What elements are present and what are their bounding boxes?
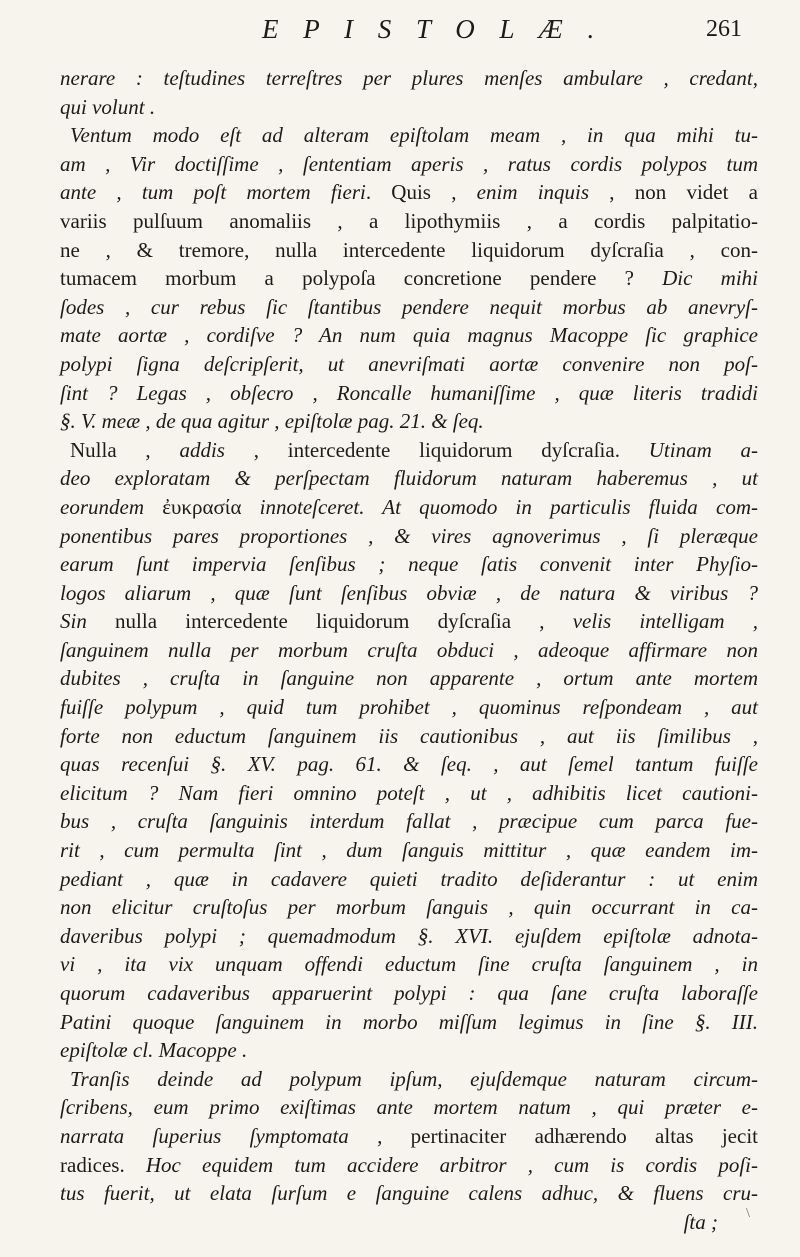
text-line [60, 865, 758, 894]
text-line [60, 836, 758, 865]
text-run: tumacem morbum a polypoſa concretione pendere ? [60, 266, 663, 291]
text-run: fuiſſe polypum , quid tum prohibet , quominus reſpondeam , aut [60, 695, 758, 720]
text-line [60, 1036, 758, 1065]
text-run: am , Vir doctiſſime , ſententiam aperis , ratus cordis polypos tum [60, 151, 758, 176]
text-line [60, 636, 758, 665]
text-run: eorundem [60, 494, 163, 519]
text-run: nerare : teſtudines terreſtres per plures menſes ambulare , credant, [60, 66, 758, 90]
text-line [60, 350, 758, 379]
text-line [60, 464, 758, 493]
text-run: nulla intercedente liquidorum dyſcraſia , [86, 609, 573, 634]
text-run: Hoc equidem tum accidere arbitror , cum is cordis poſi- [145, 1152, 758, 1177]
text-line [60, 550, 758, 579]
text-run: ἐυκρασία [162, 494, 242, 519]
text-run: tus fuerit, ut elata ſurſum e ſanguine calens adhuc, & fluens cru- [60, 1181, 758, 1206]
page-number: 261 [706, 16, 742, 42]
text-line [60, 64, 758, 93]
text-run: earum ſunt impervia ſenſibus ; neque ſatis convenit inter Phyſio- [60, 552, 758, 577]
text-run: ſcribens, eum primo exiſtimas ante mortem natum , qui præter e- [60, 1095, 758, 1120]
text-run: enim inquis [476, 180, 590, 205]
text-run: quorum cadaveribus apparuerint polypi : qua ſane cruſta laboraſſe [60, 981, 758, 1005]
text-run: ne , & tremore, nulla intercedente liquidorum dyſcraſia , con- [60, 237, 758, 262]
text-line [60, 807, 758, 836]
text-run: pediant , quæ in cadavere quieti tradito deſiderantur : ut enim [60, 866, 758, 891]
catchword-line [60, 1208, 758, 1237]
text-line [60, 293, 758, 322]
text-line [60, 922, 758, 951]
text-run: polypi ſigna deſcripſerit, ut anevriſmati aortæ convenire non poſ- [60, 351, 758, 376]
text-run: addis [179, 437, 225, 462]
text-line [60, 178, 758, 207]
text-run: narrata ſuperius ſymptomata , [60, 1123, 411, 1148]
text-run: non elicitur cruſtoſus per morbum ſanguis , quin occurrant in ca- [60, 895, 758, 920]
body-text [60, 64, 758, 1236]
text-line [60, 893, 758, 922]
text-line [60, 1093, 758, 1122]
text-line [60, 436, 758, 465]
text-run: variis pulſuum anomaliis , a lipothymiis , a cordis palpitatio- [60, 208, 758, 233]
text-run: ſodes , cur rebus ſic ſtantibus pendere nequit morbus ab anevryſ- [60, 294, 758, 319]
text-line [60, 493, 758, 522]
text-run: ſanguinem nulla per morbum cruſta obduci , adeoque affirmare non [60, 637, 758, 662]
text-run: qui volunt . [60, 94, 156, 119]
text-run: deo exploratam & perſpectam fluidorum naturam haberemus , ut [60, 466, 758, 491]
text-run: . Quis , [365, 180, 477, 205]
text-line [60, 321, 758, 350]
catchword: ſta ; [683, 1209, 718, 1234]
running-head [0, 14, 800, 54]
text-line [60, 1008, 758, 1037]
text-run: pertinaciter adhærendo altas jecit [410, 1123, 758, 1148]
text-line [60, 207, 758, 236]
text-line [60, 779, 758, 808]
text-run: velis intelligam , [572, 609, 758, 634]
text-run: vi , ita vix unquam offendi eductum ſine cruſta ſanguinem , in [60, 952, 758, 977]
text-line [60, 693, 758, 722]
text-line [60, 150, 758, 179]
text-line [60, 1065, 758, 1094]
text-run: ſint ? Legas , obſecro , Roncalle humaniſſime , quæ literis tradidi [60, 380, 758, 405]
text-run: Sin [60, 609, 87, 634]
text-line [60, 1151, 758, 1180]
text-run: innoteſceret. At quomodo in particulis fluida com- [241, 494, 758, 519]
margin-mark: \ [746, 1206, 750, 1221]
text-line [60, 722, 758, 751]
text-line [60, 579, 758, 608]
text-run: Dic mihi [662, 266, 758, 291]
running-title: E P I S T O L Æ . [262, 14, 604, 44]
text-run: quas recenſui §. XV. pag. 61. & ſeq. , aut ſemel tantum fuiſſe [60, 752, 758, 777]
text-run: rit , cum permulta ſint , dum ſanguis mittitur , quæ eandem im- [60, 838, 758, 863]
text-line [60, 607, 758, 636]
text-run: ante , tum poſt mortem fieri [60, 180, 366, 205]
text-run: Patini quoque ſanguinem in morbo miſſum legimus in ſine §. III. [60, 1009, 758, 1034]
text-run: Nulla , [70, 437, 180, 462]
text-run: , intercedente liquidorum dyſcraſia. [224, 437, 649, 462]
text-run: ponentibus pares proportiones , & vires agnoverimus , ſi pleræque [60, 523, 758, 548]
text-run: bus , cruſta ſanguinis interdum fallat , præcipue cum parca fue- [60, 809, 758, 834]
text-run: dubites , cruſta in ſanguine non apparente , ortum ante mortem [60, 666, 758, 691]
text-run: daveribus polypi ; quemadmodum §. XVI. ejuſdem epiſtolæ adnota- [60, 923, 758, 948]
text-run: epiſtolæ cl. Macoppe . [60, 1038, 248, 1063]
text-line [60, 750, 758, 779]
text-run: radices. [60, 1152, 146, 1177]
text-run: forte non eductum ſanguinem iis cautionibus , aut iis ſimilibus , [60, 723, 758, 748]
text-run: logos aliarum , quæ ſunt ſenſibus obviæ , de natura & viribus ? [60, 580, 758, 605]
text-line [60, 264, 758, 293]
text-line [60, 950, 758, 979]
text-line [60, 1122, 758, 1151]
text-run: Utinam a- [648, 437, 759, 462]
text-run: elicitum ? Nam fieri omnino poteſt , ut , adhibitis licet cautioni- [60, 780, 758, 805]
text-line [60, 93, 758, 122]
text-line [60, 121, 758, 150]
text-run: , non videt a [589, 180, 758, 205]
text-line [60, 522, 758, 551]
text-run: Ventum modo eſt ad alteram epiſtolam meam , in qua mihi tu- [70, 123, 758, 148]
text-line [60, 236, 758, 265]
text-line [60, 664, 758, 693]
text-line [60, 407, 758, 436]
text-run: Tranſis deinde ad polypum ipſum, ejuſdemque naturam circum- [70, 1066, 758, 1091]
text-line [60, 379, 758, 408]
text-line [60, 1179, 758, 1208]
text-run: §. V. meæ , de qua agitur , epiſtolæ pag. 21. & ſeq. [60, 409, 484, 434]
text-line [60, 979, 758, 1008]
text-run: mate aortæ , cordiſve ? An num quia magnus Macoppe ſic graphice [60, 323, 758, 348]
